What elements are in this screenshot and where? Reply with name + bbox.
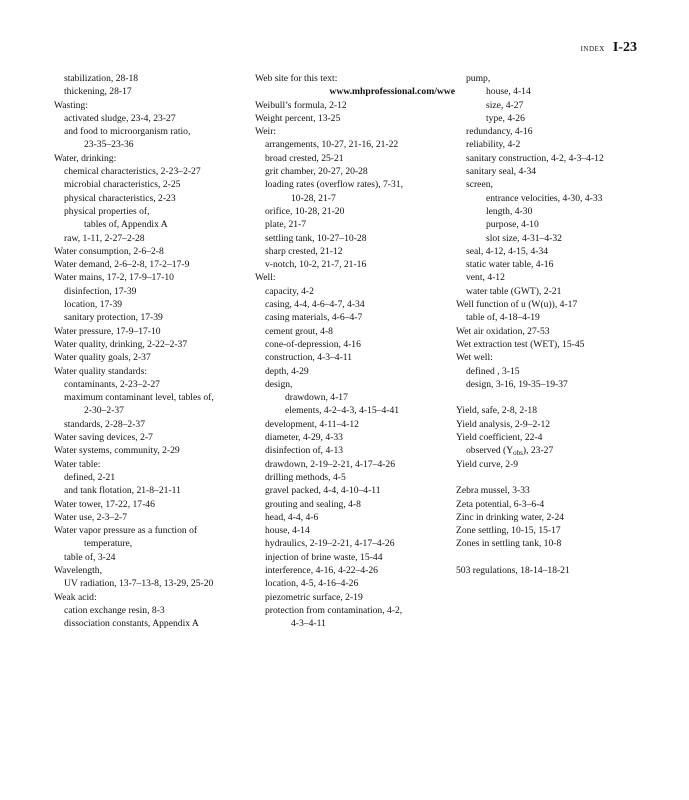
index-entry (54, 551, 244, 564)
index-entry (255, 99, 455, 112)
index-entry-text: Water tower, 17-22, 17-46 (54, 498, 155, 510)
index-entry (54, 378, 244, 391)
index-entry (456, 232, 656, 245)
index-entry (456, 378, 656, 391)
index-entry (456, 298, 656, 311)
index-entry-text: maximum contaminant level, tables of, (64, 392, 214, 404)
index-entry (54, 165, 244, 178)
index-entry-text: drawdown, 2-19–2-21, 4-17–4-26 (265, 458, 396, 470)
index-entry (456, 564, 656, 577)
index-entry-text: thickening, 28-17 (64, 86, 132, 98)
index-entry (456, 72, 656, 85)
index-entry-text: Zinc in drinking water, 2-24 (456, 511, 565, 523)
index-entry-text: pump, (466, 73, 491, 84)
index-entry (255, 471, 455, 484)
index-entry (456, 311, 656, 324)
index-entry (54, 564, 244, 577)
index-entry-text: seal, 4-12, 4-15, 4-34 (466, 245, 549, 257)
index-entry-text: sanitary seal, 4-34 (466, 166, 537, 178)
index-entry-text: Zebra mussel, 3-33 (456, 485, 530, 497)
index-entry-text: Water consumption, 2-6–2-8 (54, 245, 164, 257)
index-entry-text: observed (Y (466, 445, 514, 457)
index-entry-text: arrangements, 10-27, 21-16, 21-22 (265, 139, 399, 151)
index-entry (54, 138, 244, 151)
index-entry (255, 351, 455, 364)
index-entry-text: grit chamber, 20-27, 20-28 (265, 166, 368, 178)
index-entry-text: drilling methods, 4-5 (265, 471, 346, 483)
index-entry-text: injection of brine waste, 15-44 (265, 551, 383, 563)
index-entry (54, 232, 244, 245)
index-entry (456, 511, 656, 524)
index-entry (255, 378, 455, 391)
index-entry (54, 524, 244, 537)
index-entry-text: dissociation constants, Appendix A (64, 618, 199, 630)
index-entry (255, 192, 455, 205)
index-entry (54, 458, 244, 471)
index-entry (54, 271, 244, 284)
index-entry-text: diameter, 4-29, 4-33 (265, 432, 343, 444)
index-entry (255, 258, 455, 271)
index-entry (456, 404, 656, 417)
index-entry (456, 138, 656, 151)
index-entry-text: sanitary protection, 17-39 (64, 312, 163, 324)
index-entry (255, 85, 455, 98)
index-entry (54, 484, 244, 497)
index-entry-text: development, 4-11–4-12 (265, 418, 359, 430)
index-column-3 (456, 72, 656, 577)
index-entry (54, 577, 244, 590)
index-entry-text: type, 4-26 (486, 112, 525, 124)
index-entry (456, 285, 656, 298)
index-entry-text: capacity, 4-2 (265, 285, 314, 297)
index-entry (54, 258, 244, 271)
index-entry-text: location, 4-5, 4-16–4-26 (265, 578, 359, 590)
index-entry (456, 444, 656, 457)
index-entry (456, 351, 656, 364)
index-entry (456, 192, 656, 205)
index-entry-text: Yield curve, 2-9 (456, 458, 519, 470)
index-entry-text: and food to microorganism ratio, (64, 126, 191, 138)
index-entry-text: Water pressure, 17-9–17-10 (54, 325, 161, 337)
index-entry-text: size, 4-27 (486, 99, 524, 111)
index-entry-text: Wavelength, (54, 564, 102, 576)
index-entry-text: cone-of-depression, 4-16 (265, 338, 361, 350)
index-entry-text: settling tank, 10-27–10-28 (265, 232, 367, 244)
index-entry-text: 503 regulations, 18-14–18-21 (456, 564, 570, 576)
index-entry-text: Wet air oxidation, 27-53 (456, 325, 550, 337)
index-entry-text: Well: (255, 272, 276, 284)
index-entry (54, 205, 244, 218)
index-entry-text: casing, 4-4, 4-6–4-7, 4-34 (265, 299, 365, 311)
index-spacer (456, 391, 656, 404)
index-entry-text: hydraulics, 2-19–2-21, 4-17–4-26 (265, 538, 395, 550)
index-spacer (456, 551, 656, 564)
index-entry (456, 205, 656, 218)
index-entry (456, 245, 656, 258)
index-entry-text: Yield coefficient, 22-4 (456, 432, 543, 444)
index-entry (54, 444, 244, 457)
index-entry (54, 311, 244, 324)
index-entry-text: Weibull’s formula, 2-12 (255, 99, 347, 111)
index-entry-text: sanitary construction, 4-2, 4-3–4-12 (466, 152, 604, 164)
index-entry-text: raw, 1-11, 2-27–2-28 (64, 232, 145, 244)
index-entry-text: standards, 2-28–2-37 (64, 418, 145, 430)
index-entry (54, 511, 244, 524)
index-entry-text: activated sludge, 23-4, 23-27 (64, 112, 176, 124)
index-entry (54, 591, 244, 604)
index-entry (456, 524, 656, 537)
index-entry-text: loading rates (overflow rates), 7-31, (265, 179, 403, 191)
index-entry-text: chemical characteristics, 2-23–2-27 (64, 166, 201, 178)
index-spacer (456, 471, 656, 484)
index-entry (54, 617, 244, 630)
index-entry-text: physical characteristics, 2-23 (64, 192, 176, 204)
index-entry-text: Water use, 2-3–2-7 (54, 511, 128, 523)
index-entry-text: purpose, 4-10 (486, 219, 539, 231)
index-entry-text: table of, 3-24 (64, 551, 116, 563)
index-entry-text: location, 17-39 (64, 299, 123, 311)
index-entry-text: Wet well: (456, 352, 493, 364)
index-entry-text: disinfection, 17-39 (64, 285, 137, 297)
index-entry (54, 72, 244, 85)
index-entry (456, 498, 656, 511)
index-entry-text: house, 4-14 (265, 525, 310, 537)
index-entry-text: reliability, 4-2 (466, 139, 521, 151)
index-entry (54, 391, 244, 404)
index-entry-text: physical properties of, (64, 205, 150, 217)
index-entry-text: orifice, 10-28, 21-20 (265, 205, 345, 217)
index-entry (54, 298, 244, 311)
index-entry (54, 99, 244, 112)
index-entry (255, 365, 455, 378)
index-entry-text: Water quality standards: (54, 365, 148, 377)
index-entry-text: Water, drinking: (54, 152, 117, 164)
index-entry (255, 311, 455, 324)
index-column-1 (54, 72, 244, 630)
index-entry-text: defined , 3-15 (466, 365, 520, 377)
index-entry-text: design, (265, 378, 293, 390)
index-entry-text: 2-30–2-37 (84, 405, 124, 417)
index-entry-text: interference, 4-16, 4-22–4-26 (265, 564, 378, 576)
index-entry-text: length, 4-30 (486, 205, 533, 217)
index-entry-text: microbial characteristics, 2-25 (64, 179, 181, 191)
index-entry (255, 458, 455, 471)
index-entry-text: Wasting: (54, 99, 88, 111)
index-entry (255, 245, 455, 258)
index-entry-text: broad crested, 25-21 (265, 152, 344, 164)
index-column-2 (255, 72, 455, 630)
index-entry-text: entrance velocities, 4-30, 4-33 (486, 192, 603, 204)
index-entry (255, 511, 455, 524)
index-entry-text: UV radiation, 13-7–13-8, 13-29, 25-20 (64, 578, 214, 590)
index-entry-text: contaminants, 2-23–2-27 (64, 378, 160, 390)
index-entry (255, 232, 455, 245)
index-entry (54, 285, 244, 298)
index-entry-text: house, 4-14 (486, 86, 531, 98)
index-entry (456, 258, 656, 271)
index-entry-text: defined, 2-21 (64, 471, 116, 483)
index-entry-text: protection from contamination, 4-2, (265, 604, 403, 616)
index-entry-text: static water table, 4-16 (466, 259, 554, 271)
index-entry (54, 218, 244, 231)
index-entry-text: v-notch, 10-2, 21-7, 21-16 (265, 259, 367, 271)
index-entry-text: 23-35–23-36 (84, 139, 134, 151)
index-entry (456, 338, 656, 351)
index-entry-text: Wet extraction test (WET), 15-45 (456, 338, 585, 350)
index-entry-text: table of, 4-18–4-19 (466, 312, 540, 324)
index-entry-text: Zeta potential, 6-3–6-4 (456, 498, 545, 510)
index-entry (456, 165, 656, 178)
index-entry-text: Water saving devices, 2-7 (54, 432, 153, 444)
index-entry-text: stabilization, 28-18 (64, 73, 139, 84)
index-entry (255, 165, 455, 178)
index-entry (456, 178, 656, 191)
header-section-label: INDEX (580, 45, 605, 53)
index-entry (255, 577, 455, 590)
index-entry-text-suffix: ), 23-27 (522, 445, 554, 457)
index-entry-text: Water mains, 17-2, 17-9–17-10 (54, 272, 174, 284)
index-entry (255, 391, 455, 404)
index-entry-text: Web site for this text: (255, 73, 338, 84)
index-entry (54, 152, 244, 165)
index-entry (54, 418, 244, 431)
index-entry-text: slot size, 4-31–4-32 (486, 232, 562, 244)
index-entry (255, 325, 455, 338)
index-entry (255, 591, 455, 604)
index-entry (255, 418, 455, 431)
index-entry (54, 245, 244, 258)
index-entry (54, 178, 244, 191)
index-entry (456, 431, 656, 444)
index-entry (255, 444, 455, 457)
index-entry-text: Water vapor pressure as a function of (54, 525, 198, 537)
index-entry-text: Water quality goals, 2-37 (54, 352, 151, 364)
index-entry (255, 285, 455, 298)
index-entry (54, 604, 244, 617)
index-entry (54, 125, 244, 138)
index-entry-text: design, 3-16, 19-35–19-37 (466, 378, 568, 390)
index-entry (255, 205, 455, 218)
index-entry (255, 138, 455, 151)
index-entry (255, 604, 455, 617)
index-entry (54, 431, 244, 444)
index-entry (456, 85, 656, 98)
index-entry-text: piezometric surface, 2-19 (265, 591, 363, 603)
index-entry-text: elements, 4-2–4-3, 4-15–4-41 (285, 405, 400, 417)
index-entry-text: Water systems, community, 2-29 (54, 445, 180, 457)
index-entry-text: Well function of u (W(u)), 4-17 (456, 299, 578, 311)
index-entry-text: Water demand, 2-6–2-8, 17-2–17-9 (54, 259, 190, 271)
index-entry (255, 125, 455, 138)
index-entry-text: depth, 4-29 (265, 365, 309, 377)
index-entry (456, 218, 656, 231)
index-entry-text: Weak acid: (54, 591, 97, 603)
index-entry (255, 152, 455, 165)
index-entry (54, 471, 244, 484)
index-entry-text: water table (GWT), 2-21 (466, 285, 562, 297)
index-entry (456, 271, 656, 284)
index-entry-subscript: obs (513, 449, 523, 458)
index-entry (456, 99, 656, 112)
index-entry (255, 431, 455, 444)
index-entry (54, 325, 244, 338)
index-entry (255, 484, 455, 497)
index-entry-text: Zone settling, 10-15, 15-17 (456, 525, 561, 537)
index-entry (54, 404, 244, 417)
index-entry (456, 152, 656, 165)
index-entry (255, 404, 455, 417)
index-entry (456, 537, 656, 550)
index-entry (456, 484, 656, 497)
index-entry (255, 537, 455, 550)
index-entry-text: www.mhprofessional.com/wwe (329, 86, 455, 98)
index-entry (54, 85, 244, 98)
index-entry (255, 564, 455, 577)
index-entry (255, 617, 455, 630)
index-entry-text: Weir: (255, 126, 277, 138)
index-entry-text: grouting and sealing, 4-8 (265, 498, 361, 510)
index-entry (255, 498, 455, 511)
index-entry (255, 271, 455, 284)
index-entry-text: Water quality, drinking, 2-22–2-37 (54, 338, 188, 350)
index-entry (255, 72, 455, 85)
index-entry-text: screen, (466, 179, 493, 191)
index-entry-text: 10-28, 21-7 (291, 192, 336, 204)
index-entry (255, 551, 455, 564)
index-entry-text: Weight percent, 13-25 (255, 112, 341, 124)
index-entry (456, 125, 656, 138)
index-entry (456, 112, 656, 125)
index-entry-text: Yield, safe, 2-8, 2-18 (456, 405, 537, 417)
index-entry (54, 112, 244, 125)
index-entry (255, 338, 455, 351)
index-entry-text: temperature, (84, 538, 133, 550)
index-entry-text: Zones in settling tank, 10-8 (456, 538, 562, 550)
index-entry (255, 298, 455, 311)
index-entry (255, 112, 455, 125)
index-entry (255, 524, 455, 537)
index-entry-text: Yield analysis, 2-9–2-12 (456, 418, 551, 430)
index-entry (255, 218, 455, 231)
index-entry-text: construction, 4-3–4-11 (265, 352, 353, 364)
index-entry-text: plate, 21-7 (265, 219, 307, 231)
index-entry (54, 498, 244, 511)
index-entry-text: cement grout, 4-8 (265, 325, 333, 337)
index-entry-text: disinfection of, 4-13 (265, 445, 344, 457)
index-entry (54, 365, 244, 378)
index-entry (54, 351, 244, 364)
index-entry-text: redundancy, 4-16 (466, 126, 533, 138)
index-entry (54, 537, 244, 550)
index-entry-text: Water table: (54, 458, 101, 470)
page-number: I-23 (612, 40, 637, 55)
index-entry-text: drawdown, 4-17 (285, 392, 348, 404)
index-entry-text: tables of, Appendix A (84, 219, 168, 231)
index-entry-text: casing materials, 4-6–4-7 (265, 312, 363, 324)
index-entry-text: gravel packed, 4-4, 4-10–4-11 (265, 485, 381, 497)
index-entry (456, 365, 656, 378)
index-entry (54, 338, 244, 351)
index-entry-text: sharp crested, 21-12 (265, 245, 343, 257)
index-entry-text: and tank flotation, 21-8–21-11 (64, 485, 181, 497)
index-entry (456, 418, 656, 431)
index-entry (255, 178, 455, 191)
index-entry (54, 192, 244, 205)
index-entry-text: head, 4-4, 4-6 (265, 511, 319, 523)
index-entry-text: vent, 4-12 (466, 272, 505, 284)
index-entry (456, 458, 656, 471)
index-entry-text: 4-3–4-11 (291, 618, 326, 630)
index-entry-text: cation exchange resin, 8-3 (64, 604, 165, 616)
index-entry (456, 325, 656, 338)
running-header (581, 40, 637, 56)
